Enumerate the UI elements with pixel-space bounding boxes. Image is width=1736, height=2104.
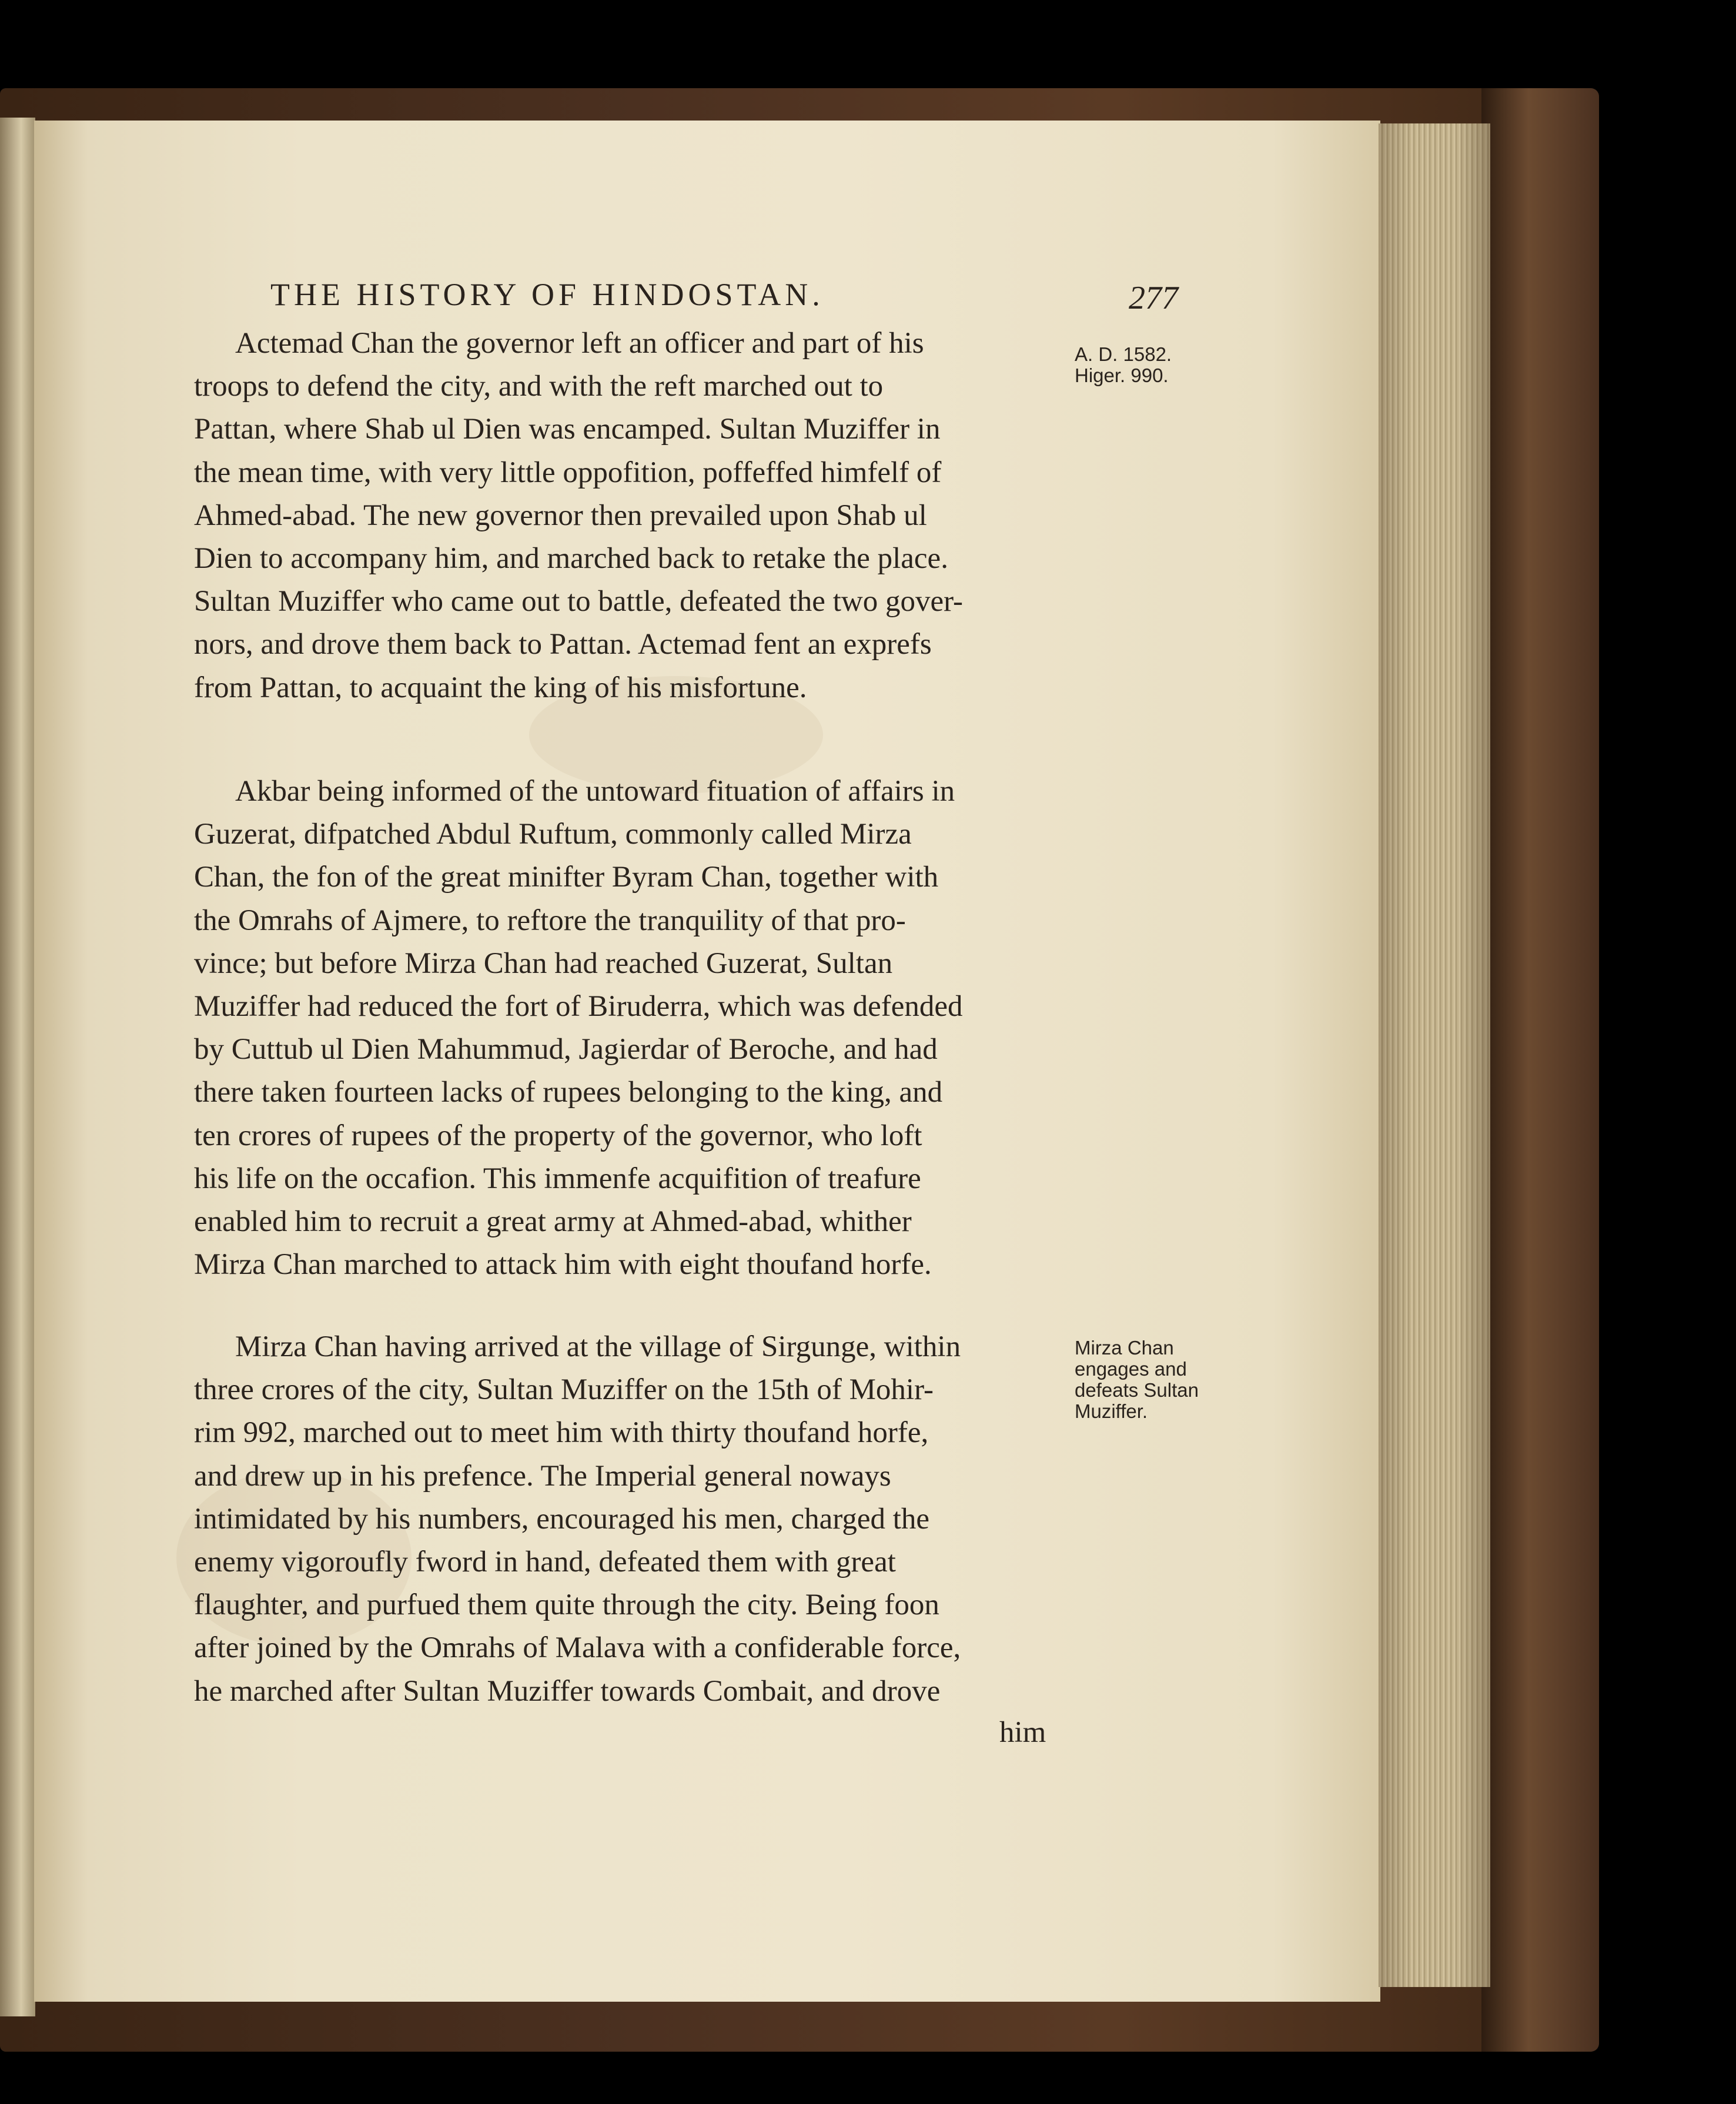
margin-note-line: engages and	[1075, 1358, 1187, 1380]
margin-note-line: defeats Sultan	[1075, 1379, 1199, 1401]
text-line: Dien to accompany him, and marched back to retake the place.	[194, 542, 948, 576]
text-line: from Pattan, to acquaint the king of his misfortune.	[194, 671, 807, 704]
text-line: there taken fourteen lacks of rupees belonging to the king, and	[194, 1076, 943, 1109]
running-head: THE HISTORY OF HINDOSTAN.	[270, 277, 824, 312]
text-line: his life on the occafion. This immenfe acquifition of treafure	[194, 1162, 921, 1195]
text-line: by Cuttub ul Dien Mahummud, Jagierdar of Beroche, and had	[194, 1033, 938, 1066]
margin-note-line: A. D. 1582.	[1075, 343, 1172, 365]
text-line: Muziffer had reduced the fort of Biruderra, which was defended	[194, 990, 963, 1023]
margin-note-event	[1075, 1337, 1216, 1422]
text-line: nors, and drove them back to Pattan. Actemad fent an exprefs	[194, 628, 932, 661]
facing-page-edge	[0, 118, 35, 2016]
page-stack-shadow	[1379, 123, 1490, 1987]
text-line: after joined by the Omrahs of Malava with a confiderable force,	[194, 1631, 961, 1665]
text-line: rim 992, marched out to meet him with thirty thoufand horfe,	[194, 1416, 929, 1450]
book-cover-edge	[1481, 88, 1599, 2052]
catchword: him	[999, 1716, 1046, 1749]
text-line: the mean time, with very little oppofition, poffeffed himfelf of	[194, 456, 942, 489]
text-line: Ahmed-abad. The new governor then prevailed upon Shab ul	[194, 499, 927, 532]
text-line: enemy vigoroufly fword in hand, defeated them with great	[194, 1546, 896, 1579]
text-line: Mirza Chan marched to attack him with eight thoufand horfe.	[194, 1248, 932, 1282]
paragraph-1	[194, 322, 1052, 710]
text-line: he marched after Sultan Muziffer towards Combait, and drove	[194, 1674, 941, 1708]
text-line: Mirza Chan having arrived at the village of Sirgunge, within	[235, 1330, 961, 1363]
margin-note-line: Higer. 990.	[1075, 364, 1169, 386]
margin-note-date	[1075, 344, 1216, 386]
text-line: Guzerat, difpatched Abdul Ruftum, commonly called Mirza	[194, 818, 912, 851]
text-line: the Omrahs of Ajmere, to reftore the tranquility of that pro-	[194, 904, 906, 937]
text-line: troops to defend the city, and with the reft marched out to	[194, 370, 884, 403]
text-line: and drew up in his prefence. The Imperial general noways	[194, 1459, 891, 1493]
text-line: Actemad Chan the governor left an officer and part of his	[235, 327, 924, 360]
text-line: enabled him to recruit a great army at Ahmed-abad, whither	[194, 1205, 912, 1239]
page-number: 277	[1129, 280, 1178, 316]
text-line: ten crores of rupees of the property of the governor, who loft	[194, 1119, 922, 1152]
text-line: Akbar being informed of the untoward fituation of affairs in	[235, 775, 955, 808]
margin-note-line: Muziffer.	[1075, 1400, 1148, 1422]
text-line: Sultan Muziffer who came out to battle, defeated the two gover-	[194, 585, 964, 618]
margin-note-line: Mirza Chan	[1075, 1337, 1174, 1359]
text-line: flaughter, and purfued them quite through the city. Being foon	[194, 1588, 939, 1622]
text-line: vince; but before Mirza Chan had reached Guzerat, Sultan	[194, 946, 893, 980]
text-line: three crores of the city, Sultan Muziffer on the 15th of Mohir-	[194, 1373, 934, 1407]
paragraph-2	[194, 770, 1052, 1286]
text-line: intimidated by his numbers, encouraged his men, charged the	[194, 1502, 930, 1536]
text-line: Chan, the fon of the great minifter Byram Chan, together with	[194, 861, 939, 894]
text-line: Pattan, where Shab ul Dien was encamped. Sultan Muziffer in	[194, 413, 941, 446]
paragraph-3	[194, 1326, 1052, 1713]
